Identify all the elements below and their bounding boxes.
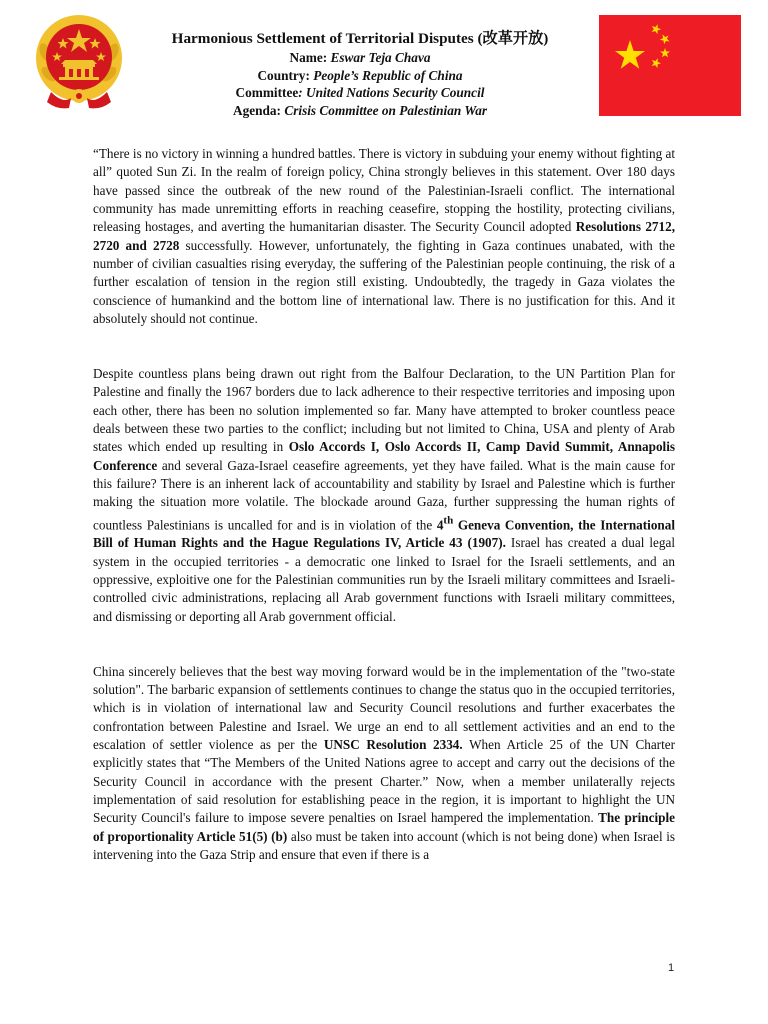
p1-text-c: successfully. However, unfortunately, the fighting in Gaza continues unabated, with the number of civilian casualties rising everyday, the suffering of the Palestinian people continuing, the risk of a further escalation of tension in the region still existing. Undoubtedly, the tragedy in Gaza violates the conscience of humankind and the bottom line of international law. There is no justification for this. And it absolutely should not continue. [93, 237, 676, 327]
document-title: Harmonious Settlement of Territorial Disputes (改革开放) [171, 30, 549, 47]
p2-bold-accords: Oslo Accords I, Oslo Accords II, Camp David Summit, Annapolis Conference [93, 439, 675, 473]
committee-label: Committee [235, 85, 299, 100]
agenda-value: Crisis Committee on Palestinian War [284, 102, 488, 118]
p2-text-d: Israel has created a dual legal system in the occupied territories - a democratic one linked to Israel for the Israeli settlements, and an oppressive, exploitive one for the Palestinian communities run by the Israeli military committees and Israeli-controlled civic administrations, replacing all Arab government functions with Israeli military committees, and dismissing or deporting all Arab government official. [93, 535, 675, 624]
country-value: People’s Republic of China [313, 67, 463, 83]
paragraph-2 [93, 365, 675, 626]
p3-text-c: When Article 25 of the UN Charter explicitly states that “The Members of the United Nations agree to accept and carry out the decisions of the Security Council in accordance with the present Charter.” Now, when a member unilaterally rejects implementation of said resolution for establishing peace in the region, it is important to highlight the UN Security Council's failure to impose severe penalties on Israel hampered the implementation. [93, 737, 675, 826]
p3-text-a: China sincerely believes that the best way moving forward would be in the implementation of the "two-state solution". The barbaric expansion of settlements continues to change the status quo in the occupied territories, which is in violation of international law and Security Council resolutions and further exacerbates the confrontation between Palestine and Israel. We urge an end to all settlement activities and an end to the escalation of settler violence as per the [93, 663, 675, 753]
p3-bold-unsc: UNSC Resolution 2334. [323, 737, 463, 753]
country-label: Country: [257, 67, 310, 83]
p2-text-c: and several Gaza-Israel ceasefire agreements, yet they have failed. What is the main cause for this failure? There is an inherent lack of accountability and stability by Israel and Palestine which is further making the situation more volatile. The blockade around Gaza, further suppressing the human rights of countless Palestinians is uncalled for and is in violation of the [93, 457, 675, 533]
paragraph-3 [93, 663, 675, 865]
country-line [130, 67, 590, 85]
agenda-label: Agenda: [232, 102, 281, 118]
p2-text-a: Despite countless plans being drawn out right from the Balfour Declaration, to the UN Partition Plan for Palestine and finally the 1967 borders due to lack adherence to their respective territories and imposing upon each other, there has been no solution implemented so far. Many have attempted to broker countless peace deals between these two parties to the conflict; including but not limited to China, USA and plenty of Arab states which ended up resulting in [93, 365, 675, 455]
p1-bold-resolutions: Resolutions 2712, 2720 and 2728 [93, 219, 675, 253]
p2-bold-geneva: Geneva Convention, the International Bill of Human Rights and the Hague Regulations IV, Article 43 (1907). [93, 517, 675, 551]
p3-text-d: also must be taken into account (which is not being done) when Israel is intervening into the Gaza Strip and ensure that even if there is a [93, 828, 675, 863]
committee-line [130, 84, 590, 102]
name-line [130, 49, 590, 67]
p2-bold-geneva-num: 4 [436, 517, 444, 533]
p3-bold-proportionality: The principle of proportionality Article 51(5) (b) [93, 810, 675, 844]
national-emblem-icon [33, 12, 125, 112]
p2-bold-geneva-sup: th [443, 514, 454, 527]
name-label: Name: [289, 50, 328, 65]
agenda-line [130, 102, 590, 120]
p1-text-a: “There is no victory in winning a hundred battles. There is victory in subduing your enemy without fighting at all” quoted Sun Zi. In the realm of foreign policy, China strongly believes in this statement. Over 180 days have passed since the outbreak of the new round of the Palestinian-Israeli conflict. The international community has made unremitting efforts in reaching ceasefire, stopping the hostility, protecting civilians, releasing hostages, and averting the humanitarian disaster. The Security Council adopted [93, 146, 675, 235]
document-body [93, 145, 675, 864]
committee-value: : United Nations Security Council [298, 85, 485, 100]
document-header [130, 30, 590, 119]
name-value: Eswar Teja Chava [330, 50, 431, 65]
paragraph-1 [93, 145, 675, 328]
page-number: 1 [668, 962, 675, 974]
china-flag-icon [599, 15, 741, 116]
